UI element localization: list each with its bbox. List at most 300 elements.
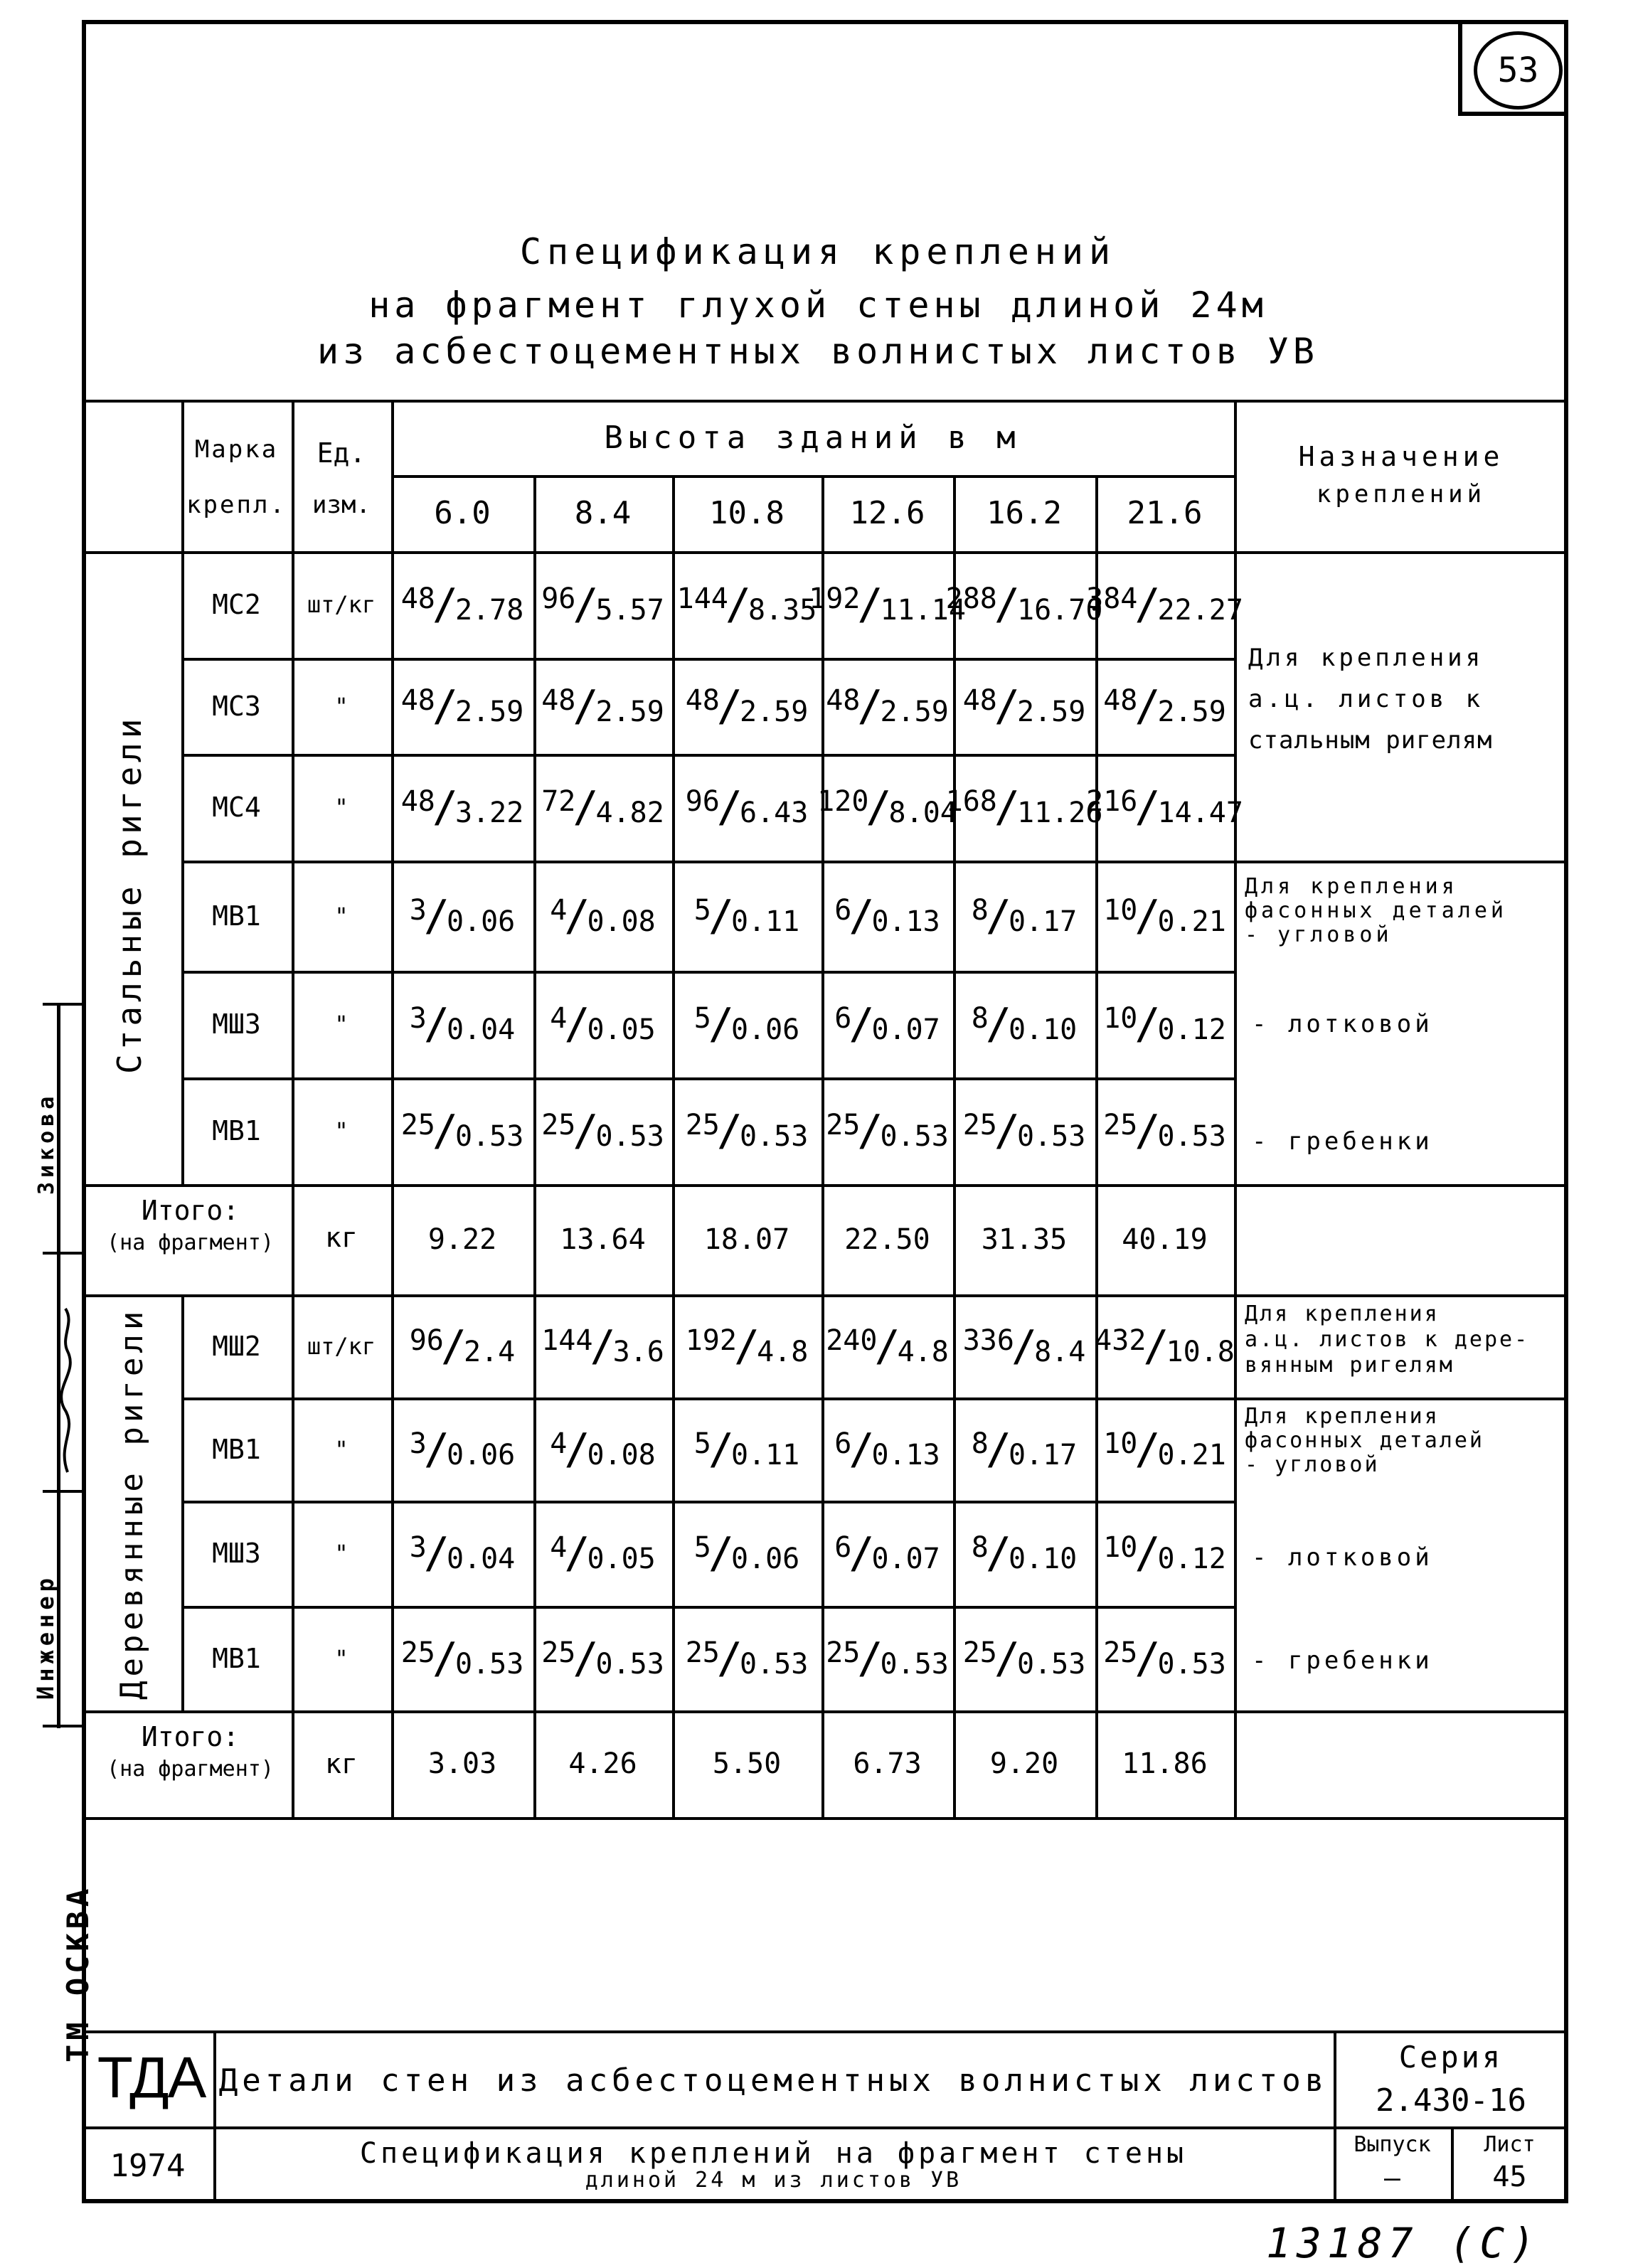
unit-cell: " <box>334 1011 349 1038</box>
value-cell <box>953 861 1095 971</box>
fraction-slash: / <box>1134 999 1161 1049</box>
weight-value: 8.4 <box>1034 1335 1086 1368</box>
count-value: 3 <box>409 1002 427 1035</box>
value-cell <box>533 861 672 971</box>
weight-value: 0.10 <box>1008 1543 1078 1575</box>
fraction-slash: / <box>1134 782 1161 832</box>
value-cell <box>945 551 1103 658</box>
total-cell: 13.64 <box>560 1223 646 1256</box>
weight-value: 0.53 <box>454 1647 524 1681</box>
fraction-slash: / <box>423 1424 450 1474</box>
weight-value: 0.53 <box>595 1647 664 1681</box>
fraction-slash: / <box>708 1424 734 1474</box>
count-value: 8 <box>971 1002 989 1035</box>
value-cell <box>533 1501 672 1606</box>
count-value: 3 <box>409 893 427 927</box>
count-value: 216 <box>1086 785 1138 818</box>
mark-cell: МС2 <box>212 589 261 620</box>
value-cell <box>391 1606 533 1710</box>
sign-name-1: Зикова <box>34 1092 59 1195</box>
fraction-slash: / <box>573 1633 599 1683</box>
page-number: 53 <box>1497 50 1539 90</box>
fraction-slash: / <box>440 1321 467 1371</box>
value-cell <box>1095 1077 1234 1184</box>
unit-cell: шт/кг <box>307 1332 376 1360</box>
weight-value: 0.11 <box>730 1438 800 1471</box>
count-value: 48 <box>826 683 861 717</box>
value-cell <box>533 1294 672 1397</box>
value-cell <box>672 551 821 658</box>
value-cell <box>533 971 672 1077</box>
weight-value: 11.14 <box>880 594 966 627</box>
total-cell: 18.07 <box>703 1223 790 1256</box>
value-cell <box>821 1501 953 1606</box>
count-value: 25 <box>685 1109 720 1141</box>
count-value: 144 <box>541 1324 593 1357</box>
page-number-circle <box>1474 31 1563 110</box>
value-cell <box>391 1294 533 1397</box>
count-value: 6 <box>834 1427 852 1460</box>
title-line-2: на фрагмент глухой стены длиной 24м <box>368 284 1267 326</box>
steel-purpose-c: - лотковой <box>1252 1010 1433 1038</box>
total-cell: 3.03 <box>427 1747 497 1780</box>
fraction-slash: / <box>423 1528 450 1578</box>
series-number: 2.430-16 <box>1376 2082 1526 2119</box>
issue-value: — <box>1384 2162 1400 2193</box>
weight-value: 3.6 <box>612 1335 664 1368</box>
value-cell <box>391 1501 533 1606</box>
value-cell <box>1095 658 1234 754</box>
count-value: 48 <box>1103 683 1138 717</box>
count-value: 5 <box>693 893 711 927</box>
weight-value: 0.53 <box>454 1120 524 1153</box>
fraction-slash: / <box>994 580 1020 629</box>
wood-purpose-b: Для крепления фасонных деталей - угловой <box>1245 1404 1484 1477</box>
mark-cell: МВ1 <box>212 1115 261 1146</box>
value-cell <box>821 1077 953 1184</box>
weight-value: 3.22 <box>454 797 524 829</box>
count-value: 25 <box>962 1109 997 1141</box>
handwritten-signature <box>50 1301 85 1479</box>
weight-value: 8.04 <box>888 797 957 829</box>
fraction-slash: / <box>573 1106 599 1156</box>
count-value: 25 <box>1103 1636 1138 1669</box>
weight-value: 2.4 <box>464 1335 516 1368</box>
value-cell <box>953 1501 1095 1606</box>
value-cell <box>1086 754 1243 861</box>
weight-value: 11.26 <box>1016 797 1103 829</box>
count-value: 5 <box>693 1002 711 1035</box>
fraction-slash: / <box>564 1528 590 1578</box>
value-cell <box>809 551 966 658</box>
count-value: 10 <box>1103 1427 1138 1460</box>
weight-value: 0.10 <box>1008 1013 1078 1046</box>
stamp-mid-line <box>82 2126 1568 2129</box>
value-cell <box>821 1397 953 1501</box>
weight-value: 5.57 <box>595 594 664 627</box>
wood-group-label: Деревянные ригели <box>114 1306 150 1700</box>
count-value: 48 <box>400 582 435 615</box>
value-cell <box>672 754 821 861</box>
weight-value: 0.53 <box>739 1120 809 1153</box>
total-cell: 11.86 <box>1122 1747 1208 1780</box>
sign-tick <box>43 1252 85 1255</box>
weight-value: 0.04 <box>446 1543 516 1575</box>
weight-value: 0.05 <box>587 1013 656 1046</box>
value-cell <box>533 1606 672 1710</box>
fraction-slash: / <box>985 999 1011 1049</box>
count-value: 25 <box>826 1636 861 1669</box>
count-value: 48 <box>685 683 720 717</box>
value-cell <box>953 971 1095 1077</box>
count-value: 48 <box>400 785 435 818</box>
value-cell <box>391 971 533 1077</box>
fraction-slash: / <box>708 1528 734 1578</box>
count-value: 4 <box>550 1427 568 1460</box>
height-header: 16.2 <box>986 495 1062 531</box>
value-cell <box>391 551 533 658</box>
count-value: 6 <box>834 893 852 927</box>
weight-value: 0.53 <box>739 1647 809 1681</box>
count-value: 8 <box>971 893 989 927</box>
fraction-slash: / <box>716 1106 743 1156</box>
stamp-title: Детали стен из асбестоцементных волнистых листов <box>218 2062 1329 2099</box>
count-value: 96 <box>409 1324 444 1357</box>
value-cell <box>821 1294 953 1397</box>
total-cell: 31.35 <box>981 1223 1068 1256</box>
fraction-slash: / <box>1134 580 1161 629</box>
fraction-slash: / <box>725 580 752 629</box>
count-value: 96 <box>541 582 576 615</box>
count-value: 336 <box>962 1324 1014 1357</box>
height-header: 12.6 <box>849 495 925 531</box>
value-cell <box>533 551 672 658</box>
count-value: 4 <box>550 1002 568 1035</box>
fraction-slash: / <box>994 1633 1020 1683</box>
value-cell <box>1086 551 1243 658</box>
fraction-slash: / <box>985 890 1011 941</box>
fraction-slash: / <box>564 890 590 941</box>
weight-value: 2.78 <box>454 594 524 627</box>
value-cell <box>672 1501 821 1606</box>
fraction-slash: / <box>994 681 1020 731</box>
weight-value: 14.47 <box>1157 797 1243 829</box>
sign-tick <box>43 1725 85 1727</box>
value-cell <box>953 1606 1095 1710</box>
unit-cell: " <box>334 1644 349 1672</box>
fraction-slash: / <box>564 999 590 1049</box>
weight-value: 0.07 <box>871 1543 940 1575</box>
count-value: 384 <box>1086 582 1138 615</box>
value-cell <box>672 1606 821 1710</box>
value-cell <box>817 754 957 861</box>
fraction-slash: / <box>849 1424 875 1474</box>
fraction-slash: / <box>564 1424 590 1474</box>
sign-tick <box>43 1003 85 1006</box>
steel-purpose-d: - гребенки <box>1252 1127 1433 1156</box>
weight-value: 0.17 <box>1008 905 1078 938</box>
weight-value: 0.17 <box>1008 1438 1078 1471</box>
count-value: 25 <box>962 1636 997 1669</box>
value-cell <box>821 971 953 1077</box>
weight-value: 4.8 <box>897 1335 949 1368</box>
height-header: 8.4 <box>574 495 632 531</box>
unit-cell: " <box>334 1435 349 1463</box>
count-value: 48 <box>400 683 435 717</box>
height-header: 10.8 <box>709 495 785 531</box>
weight-value: 0.06 <box>730 1543 800 1575</box>
count-value: 168 <box>945 785 997 818</box>
weight-value: 0.13 <box>871 1438 940 1471</box>
weight-value: 0.53 <box>1016 1647 1086 1681</box>
fraction-slash: / <box>716 1633 743 1683</box>
total-cell: 6.73 <box>853 1747 922 1780</box>
value-cell <box>391 1397 533 1501</box>
total-cell: 22.50 <box>844 1223 930 1256</box>
steel-total-unit: кг <box>325 1222 358 1253</box>
weight-value: 0.05 <box>587 1543 656 1575</box>
weight-value: 0.53 <box>880 1120 949 1153</box>
fraction-slash: / <box>1134 1106 1161 1156</box>
wood-total-label-2: (на фрагмент) <box>107 1757 274 1782</box>
weight-value: 0.53 <box>1157 1647 1226 1681</box>
value-cell <box>391 754 533 861</box>
fraction-slash: / <box>590 1321 616 1371</box>
fraction-slash: / <box>1134 1633 1161 1683</box>
table-top-line <box>82 400 1568 403</box>
value-cell <box>821 658 953 754</box>
count-value: 4 <box>550 1531 568 1564</box>
fraction-slash: / <box>857 1633 883 1683</box>
weight-value: 2.59 <box>595 695 664 728</box>
steel-purpose-a: Для крепления а.ц. листов к стальным ригелям <box>1248 644 1493 755</box>
mark-cell: МВ1 <box>212 1433 261 1465</box>
value-cell <box>953 658 1095 754</box>
count-value: 4 <box>550 893 568 927</box>
mark-cell: МШ3 <box>212 1008 261 1040</box>
fraction-slash: / <box>874 1321 900 1371</box>
footer-code: 13187 (C) <box>1266 2219 1541 2267</box>
mark-cell: МВ1 <box>212 900 261 932</box>
value-cell <box>1095 1294 1234 1397</box>
mark-cell: МШ3 <box>212 1538 261 1569</box>
value-cell <box>1095 971 1234 1077</box>
height-header: 21.6 <box>1127 495 1203 531</box>
value-cell <box>533 658 672 754</box>
wood-total-label-1: Итого: <box>141 1721 240 1752</box>
fraction-slash: / <box>994 782 1020 832</box>
value-cell <box>533 1077 672 1184</box>
weight-value: 8.35 <box>748 594 817 627</box>
issue-label: Выпуск <box>1354 2132 1431 2157</box>
fraction-slash: / <box>432 681 458 731</box>
fraction-slash: / <box>985 1424 1011 1474</box>
count-value: 48 <box>541 683 576 717</box>
header-unit-1: Ед. <box>317 437 366 469</box>
sheet-title-1: Спецификация креплений на фрагмент стены <box>359 2137 1188 2170</box>
steel-total-label-2: (на фрагмент) <box>107 1230 274 1255</box>
count-value: 5 <box>693 1531 711 1564</box>
weight-value: 2.59 <box>880 695 949 728</box>
stamp-top-line <box>82 2030 1568 2033</box>
weight-value: 2.59 <box>454 695 524 728</box>
fraction-slash: / <box>857 681 883 731</box>
header-unit-2: изм. <box>312 491 371 519</box>
wood-purpose-d: - гребенки <box>1252 1646 1433 1675</box>
total-cell: 40.19 <box>1122 1223 1208 1256</box>
total-cell: 4.26 <box>568 1747 637 1780</box>
stamp-logo: ТДА <box>97 2045 206 2110</box>
sheet-number: 45 <box>1492 2161 1527 2193</box>
count-value: 25 <box>826 1109 861 1141</box>
steel-total-label-1: Итого: <box>141 1195 240 1226</box>
sheet-title-2: длиной 24 м из листов УВ <box>585 2168 962 2193</box>
fraction-slash: / <box>423 999 450 1049</box>
count-value: 10 <box>1103 1002 1138 1035</box>
weight-value: 0.53 <box>1157 1120 1226 1153</box>
unit-cell: " <box>334 794 349 821</box>
title-line-1: Спецификация креплений <box>519 231 1117 272</box>
fraction-slash: / <box>994 1106 1020 1156</box>
weight-value: 16.70 <box>1016 594 1103 627</box>
weight-value: 0.21 <box>1157 905 1226 938</box>
weight-value: 0.21 <box>1157 1438 1226 1471</box>
fraction-slash: / <box>573 681 599 731</box>
count-value: 8 <box>971 1427 989 1460</box>
count-value: 25 <box>685 1636 720 1669</box>
value-cell <box>533 754 672 861</box>
count-value: 240 <box>826 1324 878 1357</box>
weight-value: 0.11 <box>730 905 800 938</box>
value-cell <box>533 1397 672 1501</box>
stamp-year: 1974 <box>110 2148 186 2184</box>
fraction-slash: / <box>857 1106 883 1156</box>
value-cell <box>672 971 821 1077</box>
fraction-slash: / <box>432 782 458 832</box>
count-value: 8 <box>971 1531 989 1564</box>
value-cell <box>672 1294 821 1397</box>
fraction-slash: / <box>866 782 892 832</box>
count-value: 3 <box>409 1531 427 1564</box>
mark-cell: МШ2 <box>212 1330 261 1362</box>
org-label: ТМ ОСКВА <box>60 1884 95 2062</box>
value-cell <box>821 861 953 971</box>
title-line-3: из асбестоцементных волнистых листов УВ <box>317 331 1319 372</box>
fraction-slash: / <box>857 580 883 629</box>
wood-total-unit: кг <box>325 1748 358 1779</box>
series-label: Серия <box>1398 2040 1504 2075</box>
header-purpose-1: Назначение <box>1298 441 1504 472</box>
fraction-slash: / <box>1134 681 1161 731</box>
unit-cell: " <box>334 902 349 930</box>
weight-value: 0.53 <box>880 1647 949 1681</box>
count-value: 5 <box>693 1427 711 1460</box>
fraction-slash: / <box>573 782 599 832</box>
value-cell <box>945 754 1103 861</box>
header-mark-2: крепл. <box>186 491 287 519</box>
steel-group-label: Стальные ригели <box>110 714 149 1074</box>
count-value: 10 <box>1103 893 1138 927</box>
fraction-slash: / <box>432 580 458 629</box>
weight-value: 0.08 <box>587 905 656 938</box>
fraction-slash: / <box>1011 1321 1038 1371</box>
fraction-slash: / <box>708 890 734 941</box>
count-value: 25 <box>541 1636 576 1669</box>
value-cell <box>1095 1501 1234 1606</box>
table-bottom-line <box>82 1817 1568 1820</box>
fraction-slash: / <box>432 1106 458 1156</box>
weight-value: 0.04 <box>446 1013 516 1046</box>
count-value: 120 <box>817 785 869 818</box>
wood-purpose-c: - лотковой <box>1252 1543 1433 1572</box>
value-cell <box>672 1397 821 1501</box>
mark-cell: МВ1 <box>212 1642 261 1674</box>
sheet-label: Лист <box>1484 2132 1536 2157</box>
count-value: 3 <box>409 1427 427 1460</box>
value-cell <box>1095 861 1234 971</box>
weight-value: 0.08 <box>587 1438 656 1471</box>
fraction-slash: / <box>716 782 743 832</box>
mark-cell: МС4 <box>212 792 261 823</box>
unit-cell: " <box>334 1117 349 1144</box>
count-value: 192 <box>685 1324 737 1357</box>
count-value: 10 <box>1103 1531 1138 1564</box>
sign-name-2: Инженер <box>32 1574 59 1700</box>
sign-tick <box>43 1490 85 1493</box>
unit-cell: шт/кг <box>307 591 376 618</box>
header-height: Высота зданий в м <box>604 420 1021 456</box>
value-cell <box>953 1077 1095 1184</box>
height-header: 6.0 <box>434 495 491 531</box>
count-value: 25 <box>400 1636 435 1669</box>
total-cell: 9.20 <box>989 1747 1059 1780</box>
count-value: 25 <box>1103 1109 1138 1141</box>
fraction-slash: / <box>708 999 734 1049</box>
fraction-slash: / <box>985 1528 1011 1578</box>
weight-value: 10.8 <box>1166 1335 1235 1368</box>
count-value: 6 <box>834 1002 852 1035</box>
fraction-slash: / <box>1134 1424 1161 1474</box>
value-cell <box>953 1294 1095 1397</box>
weight-value: 2.59 <box>1016 695 1086 728</box>
value-cell <box>1095 1606 1234 1710</box>
value-cell <box>391 1077 533 1184</box>
count-value: 288 <box>945 582 997 615</box>
value-cell <box>953 1397 1095 1501</box>
weight-value: 0.12 <box>1157 1543 1226 1575</box>
weight-value: 2.59 <box>1157 695 1226 728</box>
count-value: 96 <box>685 785 720 818</box>
total-cell: 9.22 <box>427 1223 497 1256</box>
unit-cell: " <box>334 692 349 720</box>
fraction-slash: / <box>716 681 743 731</box>
weight-value: 0.06 <box>446 905 516 938</box>
header-mark-1: Марка <box>194 435 279 464</box>
count-value: 144 <box>676 582 728 615</box>
weight-value: 2.59 <box>739 695 809 728</box>
value-cell <box>672 658 821 754</box>
count-value: 6 <box>834 1531 852 1564</box>
unit-cell: " <box>334 1540 349 1567</box>
fraction-slash: / <box>849 1528 875 1578</box>
count-value: 192 <box>809 582 861 615</box>
weight-value: 4.8 <box>757 1335 809 1368</box>
value-cell <box>1095 1397 1234 1501</box>
weight-value: 0.13 <box>871 905 940 938</box>
fraction-slash: / <box>423 890 450 941</box>
count-value: 25 <box>541 1109 576 1141</box>
fraction-slash: / <box>1134 1528 1161 1578</box>
